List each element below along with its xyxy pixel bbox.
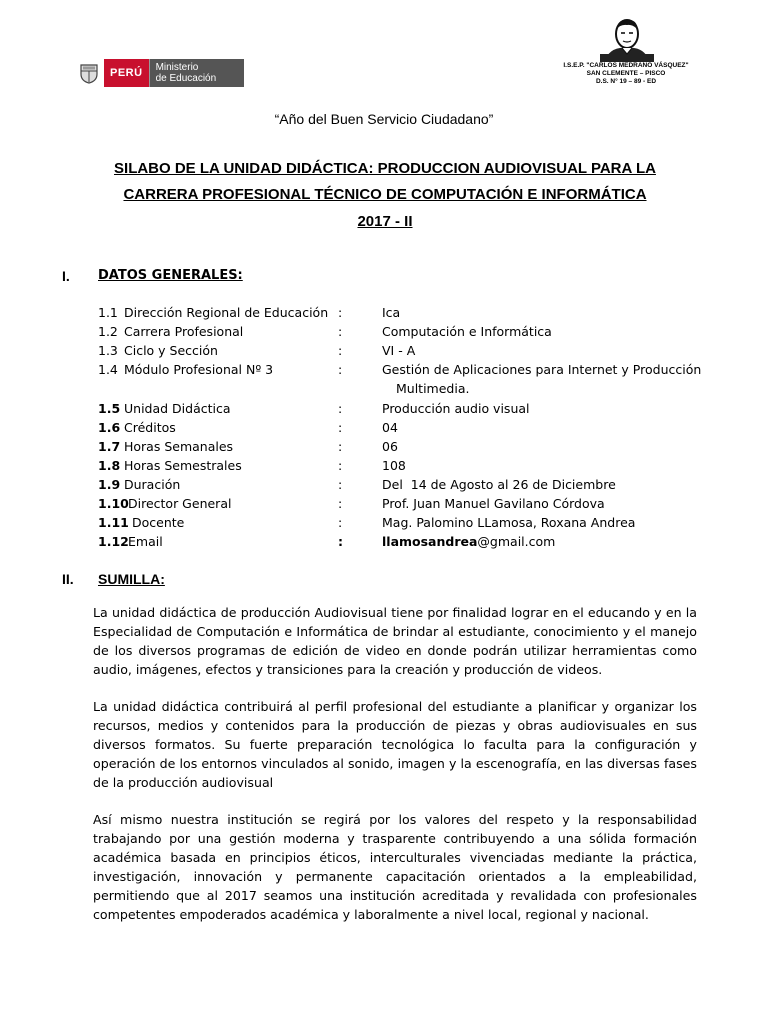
data-row (98, 343, 718, 362)
year-motto: “Año del Buen Servicio Ciudadano” (274, 111, 494, 127)
data-row-colon: : (338, 458, 343, 473)
institution-decree: D.S. N° 19 – 89 - ED (595, 78, 657, 85)
data-row-colon: : (338, 305, 343, 320)
peru-label: PERÚ (104, 59, 149, 87)
data-row-colon: : (338, 477, 343, 492)
data-row-number: 1.10 (98, 496, 129, 511)
portrait-icon (600, 18, 654, 62)
data-row (98, 420, 718, 439)
data-row (98, 477, 718, 496)
data-row-value: 04 (382, 420, 398, 435)
data-row-colon: : (338, 534, 343, 549)
data-row (98, 496, 718, 515)
data-row-number: 1.6 (98, 420, 121, 435)
data-row-number: 1.7 (98, 439, 121, 454)
data-row-value: Del 14 de Agosto al 26 de Diciembre (382, 477, 616, 492)
data-row-colon: : (338, 420, 343, 435)
ministry-label (149, 59, 245, 87)
data-row-colon: : (338, 515, 343, 530)
data-row-label: Duración (124, 477, 181, 492)
data-row-colon: : (338, 401, 343, 416)
email-domain: @gmail.com (477, 534, 556, 549)
section-2-number: II. (62, 571, 74, 587)
data-row-number: 1.5 (98, 401, 121, 416)
data-row-value: VI - A (382, 343, 416, 358)
data-row-number: 1.12 (98, 534, 129, 549)
data-row-colon: : (338, 362, 343, 377)
data-row-value: 108 (382, 458, 406, 473)
data-row-number: 1.4 (98, 362, 118, 377)
title-line-3: 2017 - II (357, 213, 413, 230)
data-row-number: 1.11 (98, 515, 129, 530)
data-row-value: Producción audio visual (382, 401, 530, 416)
email-user: llamosandrea (382, 534, 478, 549)
data-row-number: 1.3 (98, 343, 118, 358)
sumilla-paragraph: La unidad didáctica contribuirá al perfil profesional del estudiante a planificar y organizar los recursos, medios y contenidos para la producción de piezas y obras audiovisuales en sus diversos formatos. Su fuerte preparación tecnológica lo faculta para la configuración y operación de los entornos vinculados al sonido, imagen y la escenografía, en las diversas fases de la producción audiovisual (93, 699, 697, 790)
data-row-label: Unidad Didáctica (124, 401, 231, 416)
data-row-value: Gestión de Aplicaciones para Internet y Producción (382, 362, 702, 377)
data-row-value: Mag. Palomino LLamosa, Roxana Andrea (382, 515, 636, 530)
data-row-label: Ciclo y Sección (124, 343, 218, 358)
data-row-label: Email (128, 534, 163, 549)
data-row-value: Prof. Juan Manuel Gavilano Córdova (382, 496, 605, 511)
institution-text (556, 62, 696, 86)
data-row-value-continued: Multimedia. (396, 381, 470, 396)
data-row-label: Docente (132, 515, 185, 530)
data-row (98, 362, 718, 400)
ministry-line-1: Ministerio (155, 62, 199, 73)
data-row-number: 1.1 (98, 305, 118, 320)
data-row-label: Horas Semanales (124, 439, 234, 454)
institution-logo (556, 18, 696, 88)
data-row-value: Computación e Informática (382, 324, 552, 339)
data-row-label: Créditos (124, 420, 176, 435)
data-row (98, 534, 718, 553)
data-row-value: 06 (382, 439, 398, 454)
data-row-colon: : (338, 324, 343, 339)
data-row (98, 439, 718, 458)
title-line-1: SILABO DE LA UNIDAD DIDÁCTICA: PRODUCCION AUDIOVISUAL PARA LA (114, 160, 656, 177)
coat-of-arms-icon (74, 59, 104, 87)
section-1-title: DATOS GENERALES: (98, 268, 243, 283)
data-row-label: Horas Semestrales (124, 458, 242, 473)
section-2-title: SUMILLA: (98, 571, 165, 587)
data-row (98, 324, 718, 343)
ministry-line-2: de Educación (155, 73, 217, 84)
data-row-value: Ica (382, 305, 401, 320)
data-row-label: Carrera Profesional (124, 324, 244, 339)
data-row-number: 1.2 (98, 324, 118, 339)
data-row-colon: : (338, 439, 343, 454)
data-row-label: Director General (128, 496, 232, 511)
ministry-logo (74, 59, 244, 87)
institution-location: SAN CLEMENTE – PISCO (586, 70, 666, 77)
title-line-2: CARRERA PROFESIONAL TÉCNICO DE COMPUTACIÓN E INFORMÁTICA (123, 186, 647, 203)
data-row-value[interactable] (382, 534, 555, 549)
sumilla-paragraph: Así mismo nuestra institución se regirá por los valores del respeto y la responsabilidad trabajando por una gestión moderna y trasparente contribuyendo a una sólida formación académica basada en principios éticos, interculturales vivenciadas mediante la práctica, investigación, innovación y permanente capacitación orientados a la empleabilidad, permitiendo que al 2017 seamos una institución acreditada y revalidada con profesionales competentes empoderados académica y laboralmente a nivel local, regional y nacional. (93, 812, 697, 922)
data-row (98, 401, 718, 420)
data-row-colon: : (338, 343, 343, 358)
data-row (98, 305, 718, 324)
data-row-colon: : (338, 496, 343, 511)
data-row-number: 1.8 (98, 458, 121, 473)
data-row-label: Dirección Regional de Educación (124, 305, 329, 320)
data-row-label: Módulo Profesional Nº 3 (124, 362, 274, 377)
institution-name: I.S.E.P. "CARLOS MEDRANO VÁSQUEZ" (563, 62, 689, 69)
section-1-number: I. (62, 268, 70, 284)
data-row-number: 1.9 (98, 477, 121, 492)
data-row (98, 515, 718, 534)
sumilla-paragraph: La unidad didáctica de producción Audiovisual tiene por finalidad lograr en el educando y en la Especialidad de Computación e Informática de brindar al estudiante, conocimiento y el manejo de los diversos programas de edición de video en donde podrán utilizar herramientas como audio, imágenes, efectos y transiciones para la creación y producción de videos. (93, 605, 697, 677)
data-row (98, 458, 718, 477)
